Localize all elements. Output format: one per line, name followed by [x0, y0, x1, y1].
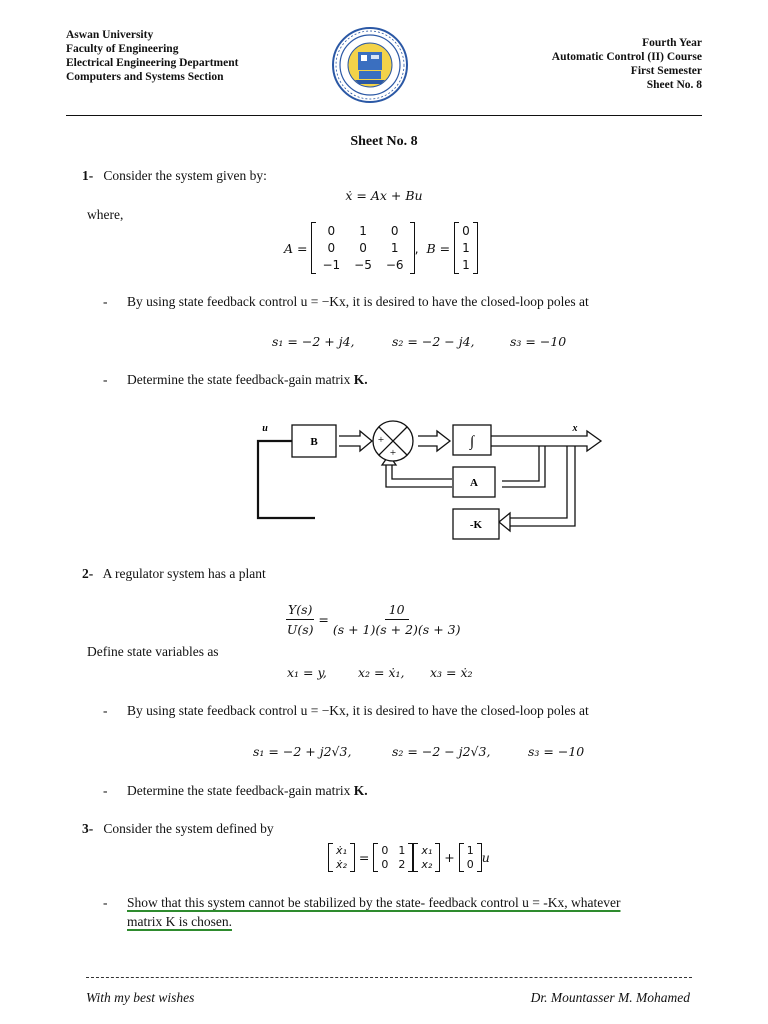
q2-intro [82, 566, 266, 582]
q3-a-cell: 0 [381, 843, 389, 857]
q2-number: 2- [82, 566, 94, 581]
q1-a-cell: −1 [322, 258, 341, 272]
q1-matrix-a [311, 222, 414, 274]
q3-x-2: x₂ [421, 857, 433, 871]
diagram-x-label: x [572, 423, 578, 434]
sheet-label: Sheet No. 8 [646, 79, 702, 91]
year-label: Fourth Year [642, 37, 702, 49]
q1-b-cell: 0 [462, 224, 470, 238]
q1-a-cell: 1 [359, 224, 367, 238]
q2-tf-rhs-num: 10 [385, 602, 409, 620]
q1-number: 1- [82, 168, 94, 183]
q3-intro [82, 821, 274, 837]
q1-intro [82, 168, 267, 184]
q1-matrices: A = 0 1 0 0 0 1 −1 −5 −6 , B = 0 1 1 [284, 222, 478, 274]
q2-pole-3: s₃ = −10 [528, 744, 585, 759]
q3-u: u [481, 849, 490, 865]
department-name: Electrical Engineering Department [66, 57, 239, 69]
q1-intro-text: Consider the system given by: [103, 168, 267, 183]
q1-pole-1: s₁ = −2 + j4, [272, 334, 355, 349]
section-name: Computers and Systems Section [66, 71, 224, 83]
sheet-title: Sheet No. 8 [350, 134, 418, 149]
q2-intro-text: A regulator system has a plant [102, 566, 266, 581]
q3-b-cell: 0 [466, 857, 474, 871]
q2-bullet1-dash: - [103, 703, 108, 718]
diagram-b-block: B [310, 436, 318, 448]
q1-a-cell: −5 [354, 258, 372, 272]
q2-state-3: x₃ = ẋ₂ [430, 665, 473, 680]
header-right [552, 36, 702, 92]
q2-tf-rhs-den: (s + 1)(s + 2)(s + 3) [332, 622, 461, 637]
q3-number: 3- [82, 821, 94, 836]
diagram-plus-2: + [389, 447, 397, 459]
q3-bullet-line1: Show that this system cannot be stabilized by the state- feedback control u = -Kx, whatever [127, 895, 621, 910]
university-logo [331, 26, 409, 104]
q2-bullet2-text: Determine the state feedback-gain matrix [127, 783, 354, 798]
q1-b-cell: 1 [462, 258, 470, 272]
q1-bullet1-dash: - [103, 294, 108, 309]
q1-a-cell: 0 [359, 241, 367, 255]
q3-xdot-1: ẋ₁ [336, 843, 347, 857]
q3-a-cell: 2 [398, 857, 406, 871]
q3-xdot-2: ẋ₂ [336, 857, 347, 871]
q3-a-cell: 1 [398, 843, 406, 857]
faculty-name: Faculty of Engineering [66, 43, 179, 55]
q3-x-1: x₁ [421, 843, 433, 857]
footer-divider [86, 977, 692, 978]
q1-pole-3: s₃ = −10 [510, 334, 567, 349]
q2-pole-2: s₂ = −2 − j2√3, [392, 744, 491, 759]
semester-label: First Semester [630, 65, 702, 77]
q2-state-1: x₁ = y, [287, 665, 327, 680]
footer-wishes: With my best wishes [86, 990, 195, 1005]
block-diagram [245, 415, 615, 550]
q3-bullet-dash: - [103, 895, 108, 910]
q2-tf-lhs-num: Y(s) [286, 602, 314, 620]
q1-pole-2: s₂ = −2 − j4, [392, 334, 475, 349]
q1-bullet1: By using state feedback control u = −Kx, it is desired to have the closed-loop poles at [127, 294, 589, 309]
footer-author: Dr. Mountasser M. Mohamed [530, 990, 690, 1005]
q3-intro-text: Consider the system defined by [103, 821, 274, 836]
header-divider [66, 115, 702, 116]
q1-a-cell: 0 [390, 224, 399, 238]
q2-state-2: x₂ = ẋ₁, [358, 665, 405, 680]
q2-tf-lhs-den: U(s) [286, 622, 314, 637]
diagram-integrator-block: ∫ [469, 434, 475, 450]
diagram-k-block: -K [469, 519, 483, 531]
diagram-plus-1: + [377, 434, 385, 446]
q1-a-label: A = [284, 240, 308, 256]
q2-define: Define state variables as [87, 644, 219, 659]
q1-a-cell: 1 [390, 241, 399, 255]
university-name: Aswan University [66, 29, 154, 41]
q2-bullet2-dash: - [103, 783, 108, 798]
q1-where: where, [87, 207, 124, 222]
q1-a-cell: 0 [327, 241, 336, 255]
q3-b-cell: 1 [466, 843, 474, 857]
q2-bullet1: By using state feedback control u = −Kx, it is desired to have the closed-loop poles at [127, 703, 589, 718]
q2-transfer-function: $\frac{Y(s)}{U(s)}$ = $\frac{10}{(s + 1)(s + 2)(s + 3)}$ [286, 602, 461, 637]
q1-a-cell: 0 [327, 224, 336, 238]
q1-b-label: B = [426, 240, 451, 256]
q1-state-equation: ẋ = Ax + Bu [345, 188, 423, 203]
q1-b-cell: 1 [462, 241, 470, 255]
q2-bullet2 [127, 783, 368, 799]
diagram-u-label: u [262, 423, 268, 434]
q1-matrix-b [454, 222, 478, 274]
q1-a-cell: −6 [385, 258, 404, 272]
diagram-a-block: A [470, 477, 478, 489]
header-left [66, 28, 238, 84]
q3-bullet-line2: matrix K is chosen. [127, 914, 232, 929]
q3-state-equation: ẋ₁ ẋ₂ = 0 1 0 2 x₁ x₂ + 1 0 u [328, 840, 490, 874]
q2-pole-1: s₁ = −2 + j2√3, [253, 744, 352, 759]
q1-bullet2-text: Determine the state feedback-gain matrix [127, 372, 354, 387]
q3-a-cell: 0 [381, 857, 389, 871]
q1-bullet2-k: K. [353, 372, 368, 387]
q1-bullet2-dash: - [103, 372, 108, 387]
q1-bullet2 [127, 372, 368, 388]
course-label: Automatic Control (II) Course [551, 51, 702, 63]
q2-bullet2-k: K. [353, 783, 368, 798]
